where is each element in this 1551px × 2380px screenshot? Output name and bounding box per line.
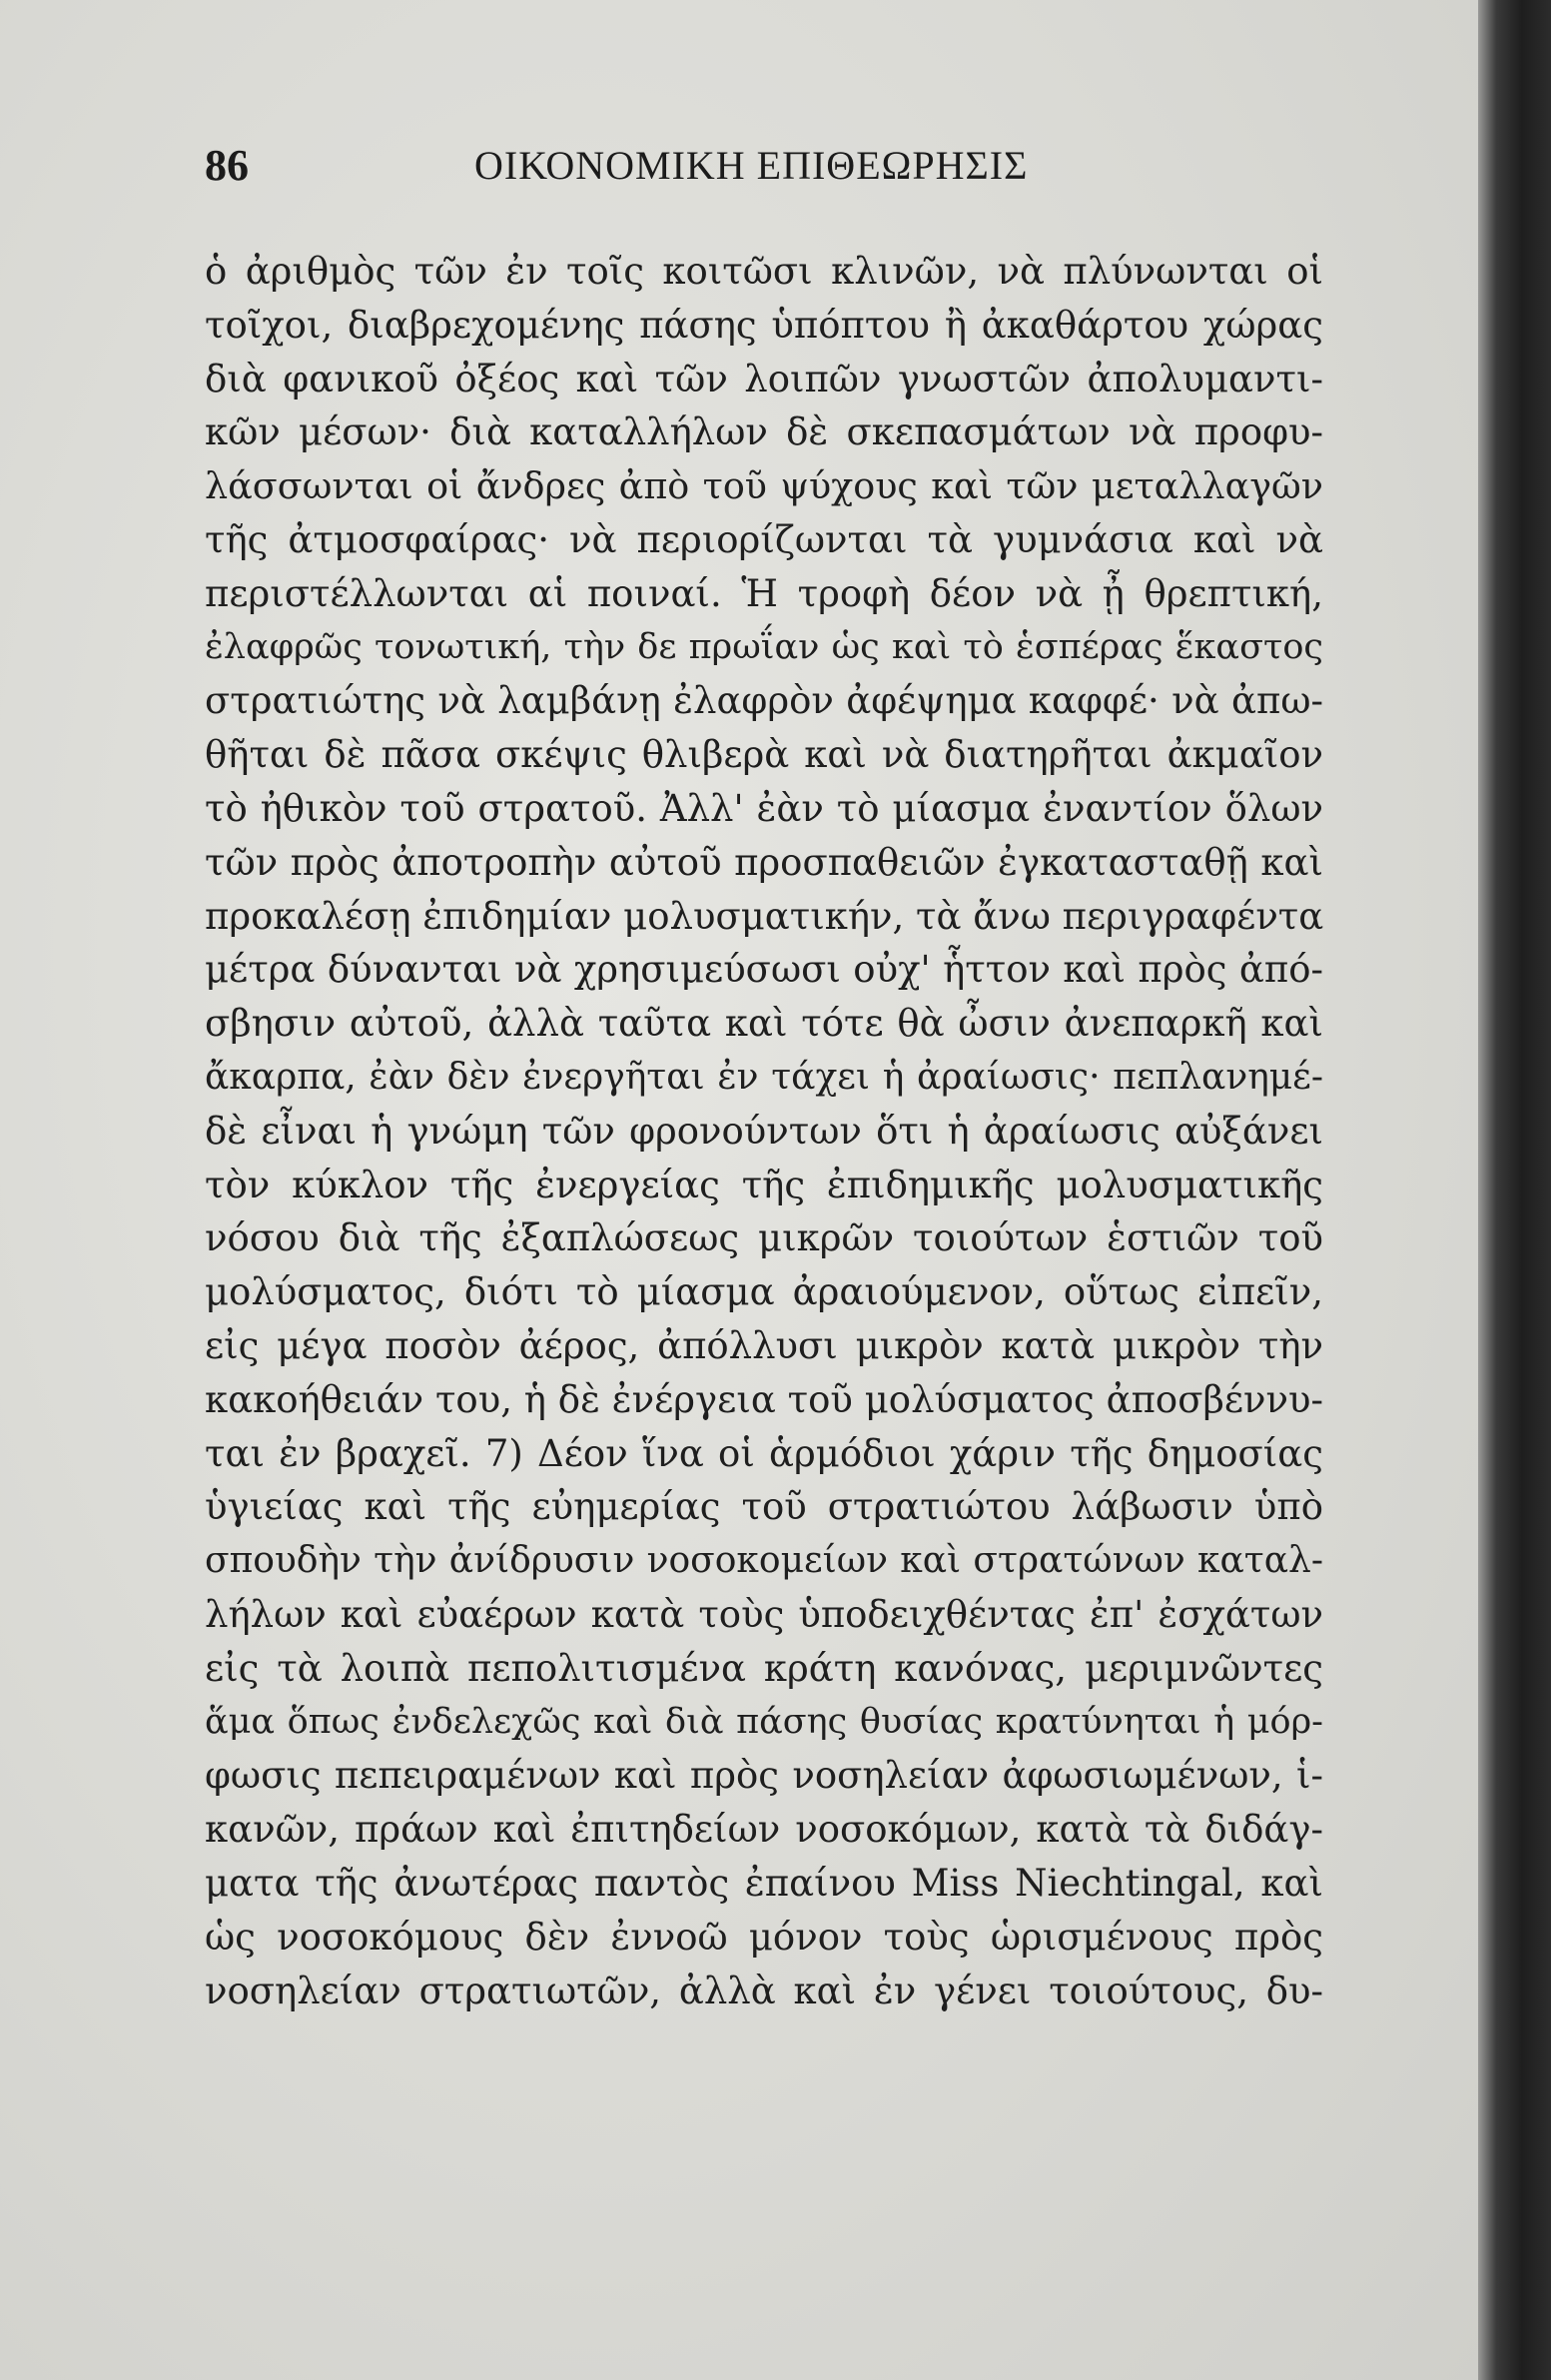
text-line: σπουδὴν τὴν ἀνίδρυσιν νοσοκομείων καὶ στρατώνων καταλ-: [205, 1540, 1323, 1582]
text-line: ὑγιείας καὶ τῆς εὐημερίας τοῦ στρατιώτου λάβωσιν ὑπὸ: [205, 1485, 1323, 1529]
text-line: τῆς ἀτμοσφαίρας· νὰ περιορίζωνται τὰ γυμνάσια καὶ νὰ: [205, 517, 1323, 561]
text-line: μολύσματος, διότι τὸ μίασμα ἀραιούμενον, οὕτως εἰπεῖν,: [205, 1270, 1323, 1314]
text-line: εἰς τὰ λοιπὰ πεπολιτισμένα κράτη κανόνας, μεριμνῶντες: [205, 1646, 1323, 1690]
text-line: ται ἐν βραχεῖ. 7) Δέον ἵνα οἱ ἁρμόδιοι χάριν τῆς δημοσίας: [205, 1431, 1323, 1475]
text-line: νοσηλείαν στρατιωτῶν, ἀλλὰ καὶ ἐν γένει τοιούτους, δυ-: [205, 1969, 1323, 2012]
text-line: τῶν πρὸς ἀποτροπὴν αὐτοῦ προσπαθειῶν ἐγκατασταθῇ καὶ: [205, 840, 1323, 884]
text-line: διὰ φανικοῦ ὀξέος καὶ τῶν λοιπῶν γνωστῶν ἀπολυμαντι-: [205, 357, 1323, 400]
body-text: [205, 245, 1323, 2017]
page-header: [205, 140, 1323, 200]
text-line: ἐλαφρῶς τονωτική, τὴν δε πρωΐαν ὡς καὶ τὸ ἑσπέρας ἕκαστος: [205, 626, 1323, 667]
text-line: φωσις πεπειραμένων καὶ πρὸς νοσηλείαν ἀφωσιωμένων, ἱ-: [205, 1754, 1323, 1798]
text-line: περιστέλλωνται αἱ ποιναί. Ἡ τροφὴ δέον νὰ ᾖ θρεπτική,: [205, 571, 1323, 615]
running-title: ΟΙΚΟΝΟΜΙΚΗ ΕΠΙΘΕΩΡΗΣΙΣ: [474, 143, 1029, 188]
text-line: ματα τῆς ἀνωτέρας παντὸς ἐπαίνου Miss Niechtingal, καὶ: [205, 1861, 1323, 1905]
text-line: τοῖχοι, διαβρεχομένης πάσης ὑπόπτου ἢ ἀκαθάρτου χώρας: [205, 303, 1323, 347]
text-line: κῶν μέσων· διὰ καταλλήλων δὲ σκεπασμάτων νὰ προφυ-: [205, 410, 1323, 454]
text-line: τὸ ἠθικὸν τοῦ στρατοῦ. Ἀλλ' ἐὰν τὸ μίασμα ἐναντίον ὅλων: [205, 786, 1323, 830]
text-line: θῆται δὲ πᾶσα σκέψις θλιβερὰ καὶ νὰ διατηρῆται ἀκμαῖον: [205, 733, 1323, 777]
text-line: λάσσωνται οἱ ἄνδρες ἀπὸ τοῦ ψύχους καὶ τῶν μεταλλαγῶν: [205, 464, 1323, 508]
text-line: ὡς νοσοκόμους δὲν ἐννοῶ μόνον τοὺς ὡρισμένους πρὸς: [205, 1915, 1323, 1959]
text-line: ἄκαρπα, ἐὰν δὲν ἐνεργῆται ἐν τάχει ἡ ἀραίωσις· πεπλανημέ-: [205, 1056, 1323, 1098]
text-line: κακοήθειάν του, ἡ δὲ ἐνέργεια τοῦ μολύσματος ἀποσβέννυ-: [205, 1377, 1323, 1421]
book-gutter: [1478, 0, 1551, 2380]
text-line: τὸν κύκλον τῆς ἐνεργείας τῆς ἐπιδημικῆς μολυσματικῆς: [205, 1163, 1323, 1206]
text-line: δὲ εἶναι ἡ γνώμη τῶν φρονούντων ὅτι ἡ ἀραίωσις αὐξάνει: [205, 1109, 1323, 1153]
text-line: κανῶν, πράων καὶ ἐπιτηδείων νοσοκόμων, κατὰ τὰ διδάγ-: [205, 1808, 1323, 1852]
text-line: σβησιν αὐτοῦ, ἀλλὰ ταῦτα καὶ τότε θὰ ὦσιν ἀνεπαρκῆ καὶ: [205, 1002, 1323, 1046]
text-line: εἰς μέγα ποσὸν ἀέρος, ἀπόλλυσι μικρὸν κατὰ μικρὸν τὴν: [205, 1323, 1323, 1367]
text-line: ὁ ἀριθμὸς τῶν ἐν τοῖς κοιτῶσι κλινῶν, νὰ πλύνωνται οἱ: [205, 250, 1323, 293]
text-line: λήλων καὶ εὐαέρων κατὰ τοὺς ὑποδειχθέντας ἐπ' ἐσχάτων: [205, 1592, 1323, 1636]
text-line: νόσου διὰ τῆς ἐξαπλώσεως μικρῶν τοιούτων ἑστιῶν τοῦ: [205, 1216, 1323, 1260]
page-number: 86: [205, 141, 249, 190]
text-line: μέτρα δύνανται νὰ χρησιμεύσωσι οὐχ' ἧττον καὶ πρὸς ἀπό-: [205, 948, 1323, 992]
text-line: στρατιώτης νὰ λαμβάνῃ ἐλαφρὸν ἀφέψημα καφφέ· νὰ ἀπω-: [205, 679, 1323, 723]
text-line: ἅμα ὅπως ἐνδελεχῶς καὶ διὰ πάσης θυσίας κρατύνηται ἡ μόρ-: [205, 1701, 1323, 1742]
text-line: προκαλέσῃ ἐπιδημίαν μολυσματικήν, τὰ ἄνω περιγραφέντα: [205, 894, 1323, 938]
